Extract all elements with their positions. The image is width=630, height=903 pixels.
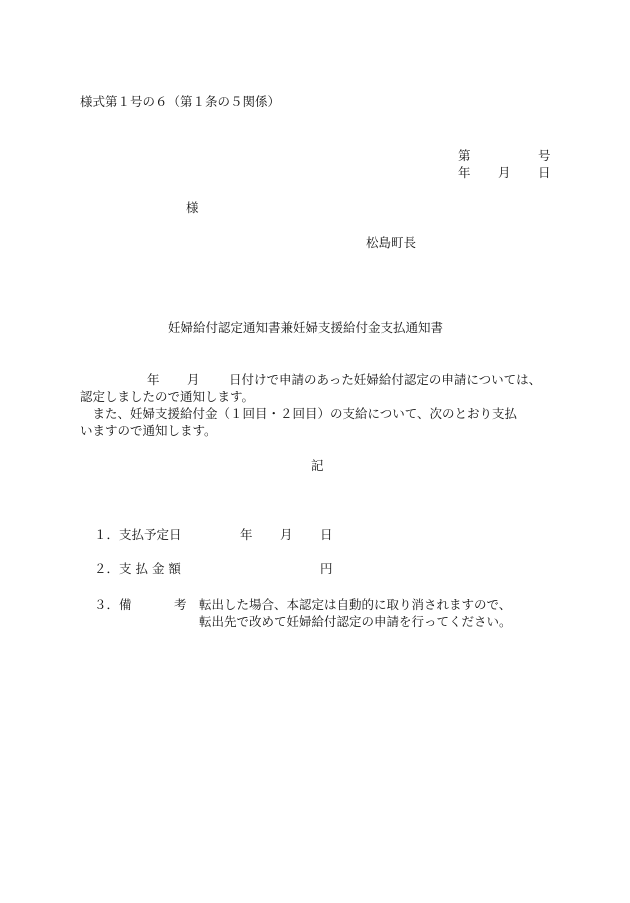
item3-line2: 転出先で改めて妊婦給付認定の申請を行ってください。	[199, 614, 512, 629]
item1-day: 日	[320, 527, 333, 542]
p2-line1: また、妊婦支援給付金（１回目・２回目）の支給について、次のとおり支払	[80, 406, 518, 421]
p1-month: 月	[187, 372, 200, 387]
p1-year: 年	[147, 372, 160, 387]
ki-marker: 記	[311, 458, 324, 473]
p1-rest: 日付けで申請のあった妊婦給付認定の申請については、	[229, 372, 542, 387]
item1-label: １．支払予定日	[94, 527, 182, 542]
item1-month: 月	[280, 527, 293, 542]
p2-line2: いますので通知します。	[80, 423, 217, 438]
date-day: 日	[538, 165, 551, 180]
document-title: 妊婦給付認定通知書兼妊婦支援給付金支払通知書	[168, 320, 444, 335]
number-prefix: 第	[458, 148, 471, 163]
item3-label-num: ３．備	[94, 597, 132, 612]
date-year: 年	[458, 165, 471, 180]
item2-unit: 円	[320, 561, 333, 576]
number-suffix: 号	[538, 148, 551, 163]
date-month: 月	[498, 165, 511, 180]
item2-label: ２．支 払 金 額	[94, 561, 181, 576]
p1-line2: 認定しましたので通知します。	[80, 389, 255, 404]
item3-label-char: 考	[174, 597, 187, 612]
addressee-suffix: 様	[186, 200, 199, 215]
issuer-name: 松島町長	[366, 235, 417, 250]
item3-line1: 転出した場合、本認定は自動的に取り消されますので、	[199, 597, 512, 612]
form-label: 様式第１号の６（第１条の５関係）	[80, 94, 281, 109]
item1-year: 年	[240, 527, 253, 542]
